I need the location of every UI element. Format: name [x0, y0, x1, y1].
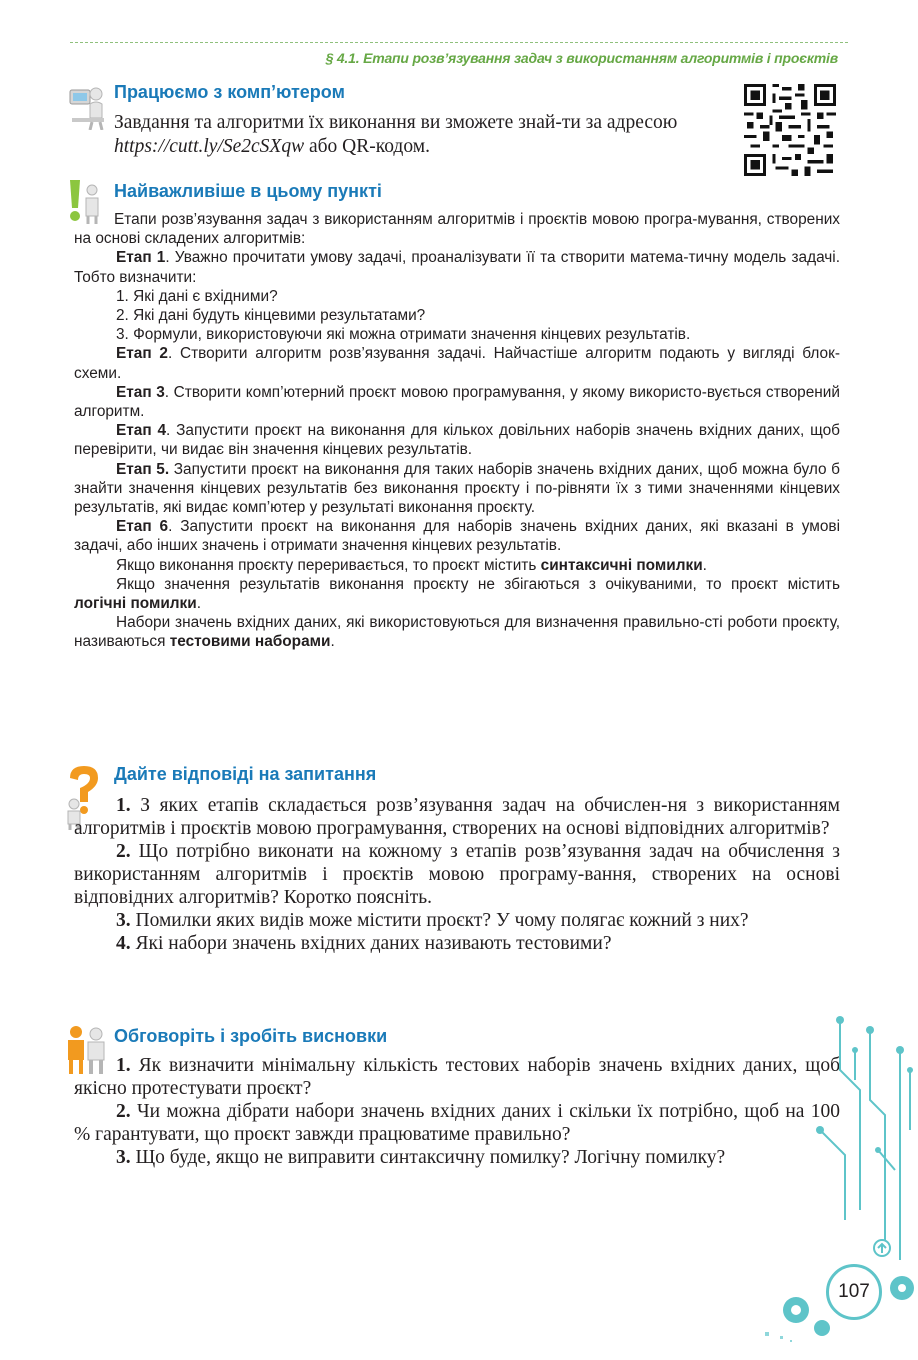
stage-2-label: Етап 2: [116, 345, 168, 363]
page-number: 107: [826, 1264, 882, 1320]
discuss-text: Чи можна дібрати набори значень вхідних даних і скільки їх потрібно, щоб на 100 % гарантувати, що проєкт завжди працюватиме правильно?: [74, 1101, 840, 1145]
test-sets-term: тестовими наборами: [169, 633, 331, 651]
discuss-number: 1.: [116, 1055, 131, 1076]
stage-4-label: Етап 4: [116, 422, 167, 440]
question-text: З яких етапів складається розв’язування задач на обчислен-ня з використанням алгоритмів і проєктів мовою програмування, створених на основі відповідних алгоритмів?: [74, 795, 840, 839]
question-text: Помилки яких видів може містити проєкт? У чому полягає кожний з них?: [130, 910, 749, 931]
header-divider: [70, 42, 848, 43]
question-text: Що потрібно виконати на кожному з етапів розв’язування задач на обчислення з використанням алгоритмів і проєктів мовою програму-вання, створених на основі відповідних алгоритмів? Коротко поясніть.: [74, 841, 840, 908]
important-body: [74, 210, 840, 652]
syntax-errors-term: синтаксичні помилки: [540, 556, 703, 574]
section-title-discuss: Обговоріть і зробіть висновки: [114, 1026, 388, 1046]
computer-text: [114, 111, 714, 159]
question-number: 2.: [116, 841, 131, 862]
person-at-computer-icon: [68, 84, 108, 130]
stage-4-text: . Запустити проєкт на виконання для кількох довільних наборів значень вхідних даних, щоб перевірити, чи видає він значення кінцевих результатів.: [74, 422, 840, 459]
stage-4: [74, 421, 840, 459]
question-item: [74, 932, 840, 955]
test-sets-text: Набори значень вхідних даних, які використовуються для визначення правильно-сті роботи проєкту, називаються: [74, 614, 840, 651]
stage-3-label: Етап 3: [116, 383, 165, 401]
question-item: [74, 794, 840, 840]
stage-1: [74, 248, 840, 286]
section-title-important: Найважливіше в цьому пункті: [114, 181, 382, 201]
stage-1-label: Етап 1: [116, 249, 166, 267]
stage-2-text: . Створити алгоритм розв’язування задачі. Найчастіше алгоритм подають у вигляді блок-схеми.: [74, 345, 840, 382]
question-number: 3.: [116, 910, 131, 931]
logic-errors-text: Якщо значення результатів виконання проєкту не збігаються з очікуваними, то проєкт містить: [116, 575, 840, 593]
list-item: 1. Які дані є вхідними?: [116, 287, 278, 305]
stage-5: [74, 460, 840, 518]
discuss-text: Що буде, якщо не виправити синтаксичну помилку? Логічну помилку?: [130, 1147, 726, 1168]
logic-errors-paragraph: [74, 575, 840, 613]
stage-6: [74, 517, 840, 555]
discuss-number: 3.: [116, 1147, 131, 1168]
test-sets-end: .: [330, 633, 335, 651]
stage-5-text: Запустити проєкт на виконання для таких наборів значень вхідних даних, щоб можна було б знайти значення кінцевих результатів без виконання проєкту і по-рівняти їх з тими значеннями кінцевих результатів, які видає комп’ютер у результаті виконання проєкту.: [74, 460, 840, 517]
question-item: [74, 840, 840, 909]
computer-text-tail: або QR-кодом.: [308, 136, 430, 157]
question-text: Які набори значень вхідних даних називають тестовими?: [130, 933, 612, 954]
running-header: § 4.1. Етапи розв’язування задач з використанням алгоритмів і проєктів: [325, 50, 838, 66]
syntax-errors-paragraph: [74, 556, 840, 575]
stage-3-text: . Створити комп’ютерний проєкт мовою програмування, у якому використо-вується створений алгоритм.: [74, 383, 840, 421]
logic-errors-end: .: [196, 595, 202, 613]
qr-code[interactable]: [744, 84, 836, 176]
questions-list: [74, 794, 840, 955]
list-item: 3. Формули, використовуючи які можна отримати значення кінцевих результатів.: [116, 326, 691, 344]
syntax-errors-end: .: [702, 556, 707, 574]
discuss-list: [74, 1054, 840, 1169]
discuss-item: [74, 1100, 840, 1146]
stage-6-text: . Запустити проєкт на виконання для наборів значень вхідних даних, які вказані в умові задачі, або інших значень і отримати значення кінцевих результатів.: [74, 518, 840, 555]
discuss-number: 2.: [116, 1101, 131, 1122]
discuss-text: Як визначити мінімальну кількість тестових наборів значень вхідних даних, щоб якісно протестувати проєкт?: [74, 1055, 840, 1099]
stage-1-text: . Уважно прочитати умову задачі, проаналізувати її та створити матема-тичну модель задачі. Тобто визначити:: [74, 249, 840, 286]
section-title-computer: Працюємо з комп’ютером: [114, 82, 345, 102]
discuss-item: [74, 1146, 840, 1169]
section-title-questions: Дайте відповіді на запитання: [114, 764, 377, 784]
list-item: 2. Які дані будуть кінцевими результатами?: [116, 307, 426, 325]
stage-6-label: Етап 6: [116, 518, 169, 536]
test-sets-paragraph: [74, 613, 840, 651]
computer-text-main: Завдання та алгоритми їх виконання ви зможете знай-ти за адресою: [114, 112, 678, 133]
logic-errors-term: логічні помилки: [74, 595, 197, 613]
discuss-item: [74, 1054, 840, 1100]
stage-3: [74, 383, 840, 421]
important-intro: Етапи розв’язування задач з використанням алгоритмів і проєктів мовою програ-мування, створених на основі складених алгоритмів:: [74, 211, 840, 248]
syntax-errors-text: Якщо виконання проєкту переривається, то проєкт містить: [116, 556, 541, 574]
question-item: [74, 909, 840, 932]
question-number: 1.: [116, 795, 131, 816]
question-number: 4.: [116, 933, 131, 954]
stage-2: [74, 344, 840, 382]
computer-url[interactable]: https://cutt.ly/Se2cSXqw: [114, 136, 305, 157]
stage-5-label: Етап 5.: [116, 460, 170, 478]
